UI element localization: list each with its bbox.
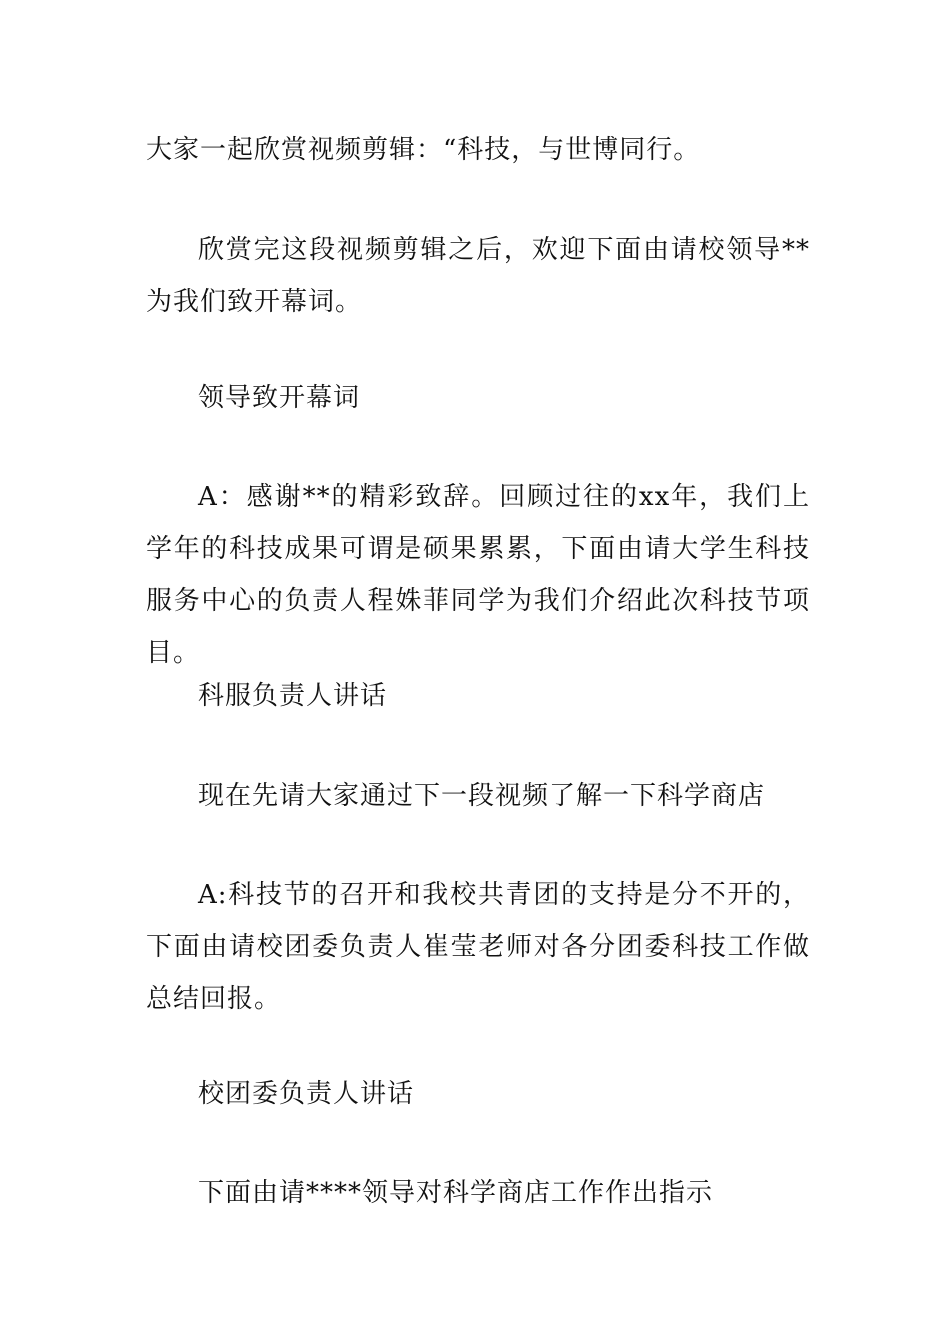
paragraph-4: A：感谢**的精彩致辞。回顾过往的xx年，我们上学年的科技成果可谓是硕果累累，下面由请大学生科技服务中心的负责人程姝菲同学为我们介绍此次科技节项目。 bbox=[146, 482, 810, 668]
paragraph-2: 欣赏完这段视频剪辑之后，欢迎下面由请校领导**为我们致开幕词。 bbox=[146, 235, 810, 317]
paragraph-8: 校团委负责人讲话 bbox=[198, 1079, 415, 1109]
paragraph-1: 大家一起欣赏视频剪辑：“科技，与世博同行。 bbox=[146, 135, 701, 165]
paragraph-5: 科服负责人讲话 bbox=[198, 681, 388, 711]
paragraph-3: 领导致开幕词 bbox=[198, 383, 361, 413]
paragraph-6: 现在先请大家通过下一段视频了解一下科学商店 bbox=[198, 781, 766, 811]
paragraph-7: A:科技节的召开和我校共青团的支持是分不开的，下面由请校团委负责人崔莹老师对各分团委科技工作做总结回报。 bbox=[146, 880, 810, 1014]
paragraph-9: 下面由请****领导对科学商店工作作出指示 bbox=[198, 1178, 714, 1208]
